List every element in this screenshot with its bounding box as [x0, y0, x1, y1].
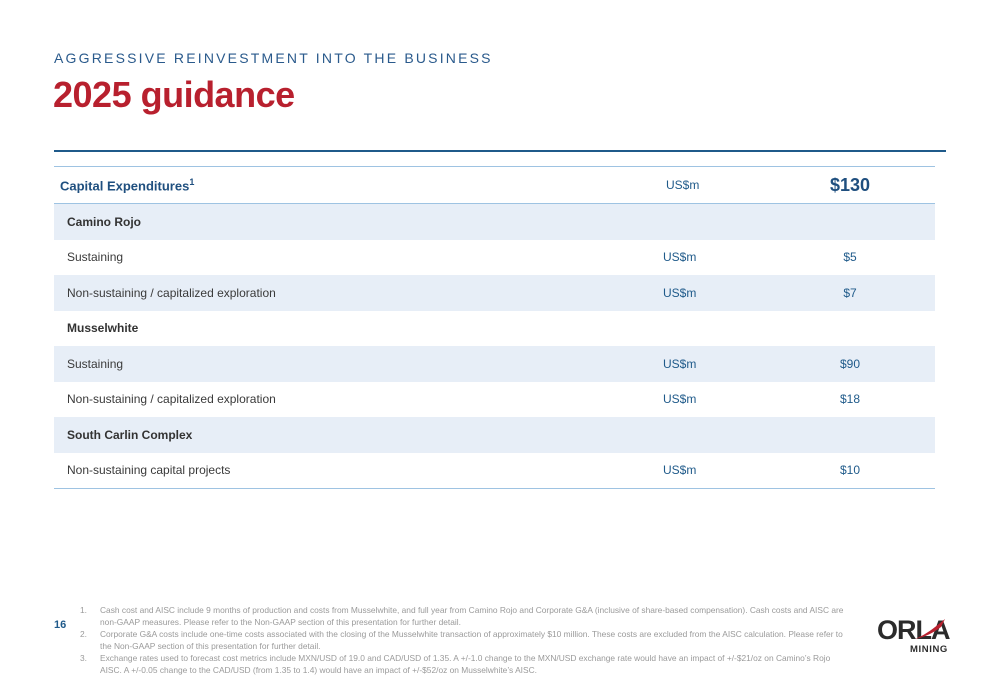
- table-row: [54, 240, 935, 276]
- row-value: $18: [839, 392, 861, 407]
- table-header-unit: US$m: [666, 178, 700, 192]
- row-label: Sustaining: [67, 356, 124, 371]
- row-value: $90: [839, 356, 861, 371]
- row-value: $5: [843, 250, 857, 265]
- row-value: $7: [843, 285, 857, 300]
- footnote-number: 3.: [80, 653, 87, 663]
- section-eyebrow: AGGRESSIVE REINVESTMENT INTO THE BUSINESS: [54, 50, 493, 66]
- table-row: [54, 382, 935, 418]
- table-section-row: [54, 204, 935, 240]
- table-row: [54, 453, 935, 489]
- section-label: South Carlin Complex: [67, 427, 193, 442]
- page-number: 16: [54, 619, 67, 631]
- row-label: Non-sustaining / capitalized exploration: [67, 285, 276, 300]
- guidance-table: [54, 166, 935, 489]
- logo-swoosh-icon: [915, 617, 947, 641]
- row-value: $10: [839, 463, 861, 478]
- footnote-item: [80, 628, 850, 652]
- page-title: 2025 guidance: [53, 74, 295, 115]
- section-label: Camino Rojo: [67, 214, 141, 229]
- table-header-row: [54, 167, 935, 204]
- footnote-number: 2.: [80, 629, 87, 639]
- orla-mining-logo: [877, 615, 950, 657]
- footnote-item: [80, 604, 850, 628]
- row-label: Non-sustaining / capitalized exploration: [67, 392, 276, 407]
- footnote-ref: 1: [189, 176, 195, 187]
- logo-subtext: MINING: [910, 644, 948, 655]
- footnotes-list: [80, 604, 850, 676]
- logo-wordmark: ORLA: [877, 615, 950, 645]
- table-header-label: Capital Expenditures$^1$: [60, 176, 195, 194]
- section-label: Musselwhite: [67, 321, 139, 336]
- row-label: Non-sustaining capital projects: [67, 463, 231, 478]
- footnote-number: 1.: [80, 605, 87, 615]
- table-row: [54, 275, 935, 311]
- footnote-text: Corporate G&A costs include one-time costs associated with the closing of the Musselwhite transaction of approximately $10 million. These costs are excluded from the AISC calculation. Please refer to the Non-GAAP section of this presentation for further detail.: [100, 629, 843, 651]
- footnote-text: Cash cost and AISC include 9 months of production and costs from Musselwhite, and full year from Camino Rojo and Corporate G&A (inclusive of share-based compensation). Cash costs and AISC are non-GAAP measures. Please refer to the Non-GAAP section of this presentation for further detail.: [100, 605, 844, 627]
- row-unit: US$m: [663, 392, 697, 407]
- row-label: Sustaining: [67, 250, 124, 265]
- row-unit: US$m: [663, 250, 697, 265]
- table-section-row: [54, 417, 935, 453]
- title-divider: [54, 150, 946, 152]
- row-unit: US$m: [663, 356, 697, 371]
- row-unit: US$m: [663, 285, 697, 300]
- table-header-total: $130: [829, 174, 871, 195]
- footnote-text: Exchange rates used to forecast cost metrics include MXN/USD of 19.0 and CAD/USD of 1.35. A +/-1.0 change to the MXN/USD exchange rate would have an impact of +/-$21/oz on Camino’s Rojo AISC. A +/-0.05 change to the CAD/USD (from 1.35 to 1.4) would have an impact of +/-$52/oz on Musselwhite’s AISC.: [100, 653, 831, 675]
- row-unit: US$m: [663, 463, 697, 478]
- table-row: [54, 346, 935, 382]
- table-section-row: [54, 311, 935, 347]
- footnote-item: [80, 652, 850, 676]
